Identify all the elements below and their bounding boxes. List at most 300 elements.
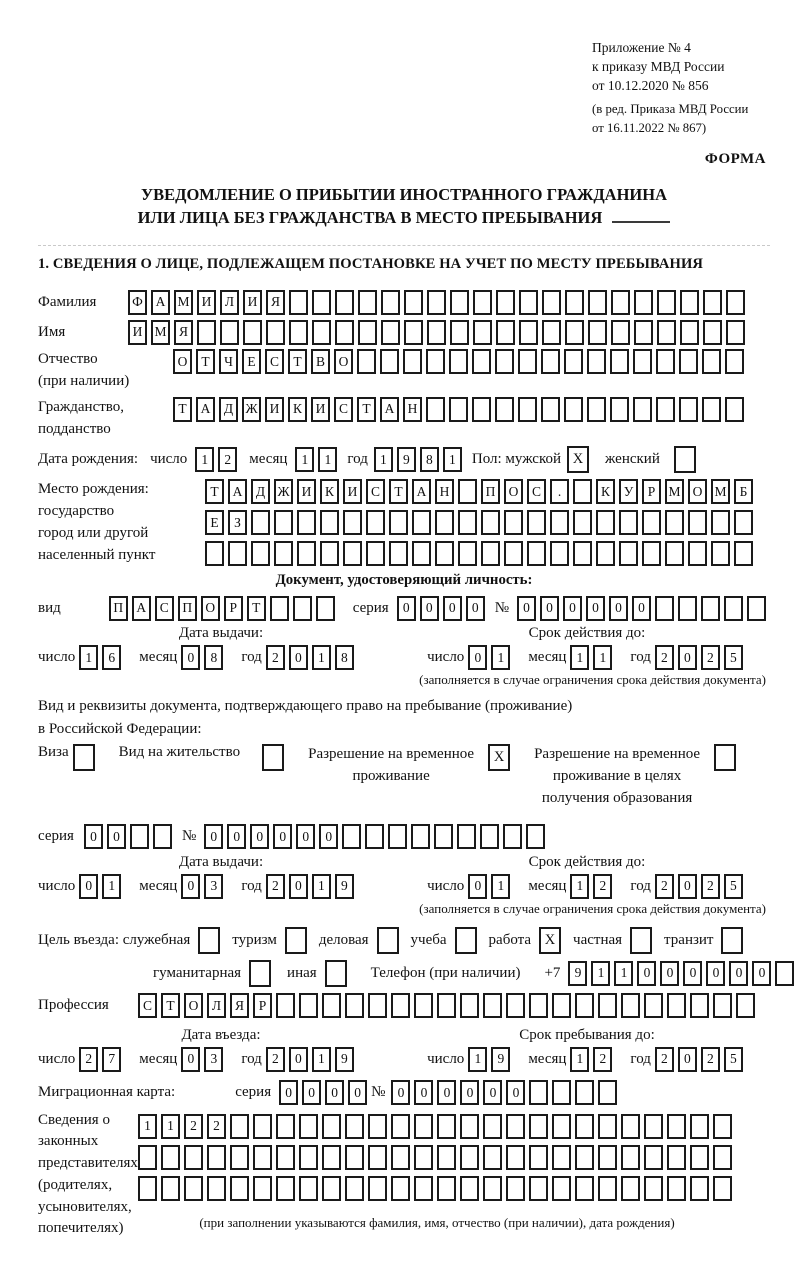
char-cell[interactable]: 0: [79, 874, 98, 899]
char-cell[interactable]: [621, 993, 640, 1018]
char-cell[interactable]: 9: [335, 874, 354, 899]
char-cell[interactable]: [483, 993, 502, 1018]
char-cell[interactable]: [473, 290, 492, 315]
char-cell[interactable]: [297, 541, 316, 566]
char-cell[interactable]: [503, 824, 522, 849]
char-cell[interactable]: [358, 290, 377, 315]
char-cell[interactable]: [552, 1080, 571, 1105]
char-cell[interactable]: 1: [591, 961, 610, 986]
char-cell[interactable]: [437, 993, 456, 1018]
char-cell[interactable]: [343, 541, 362, 566]
char-cell[interactable]: [343, 510, 362, 535]
char-cell[interactable]: [587, 349, 606, 374]
char-cell[interactable]: [435, 510, 454, 535]
char-cell[interactable]: И: [243, 290, 262, 315]
char-cell[interactable]: [345, 1114, 364, 1139]
char-cell[interactable]: 8: [335, 645, 354, 670]
char-cell[interactable]: Л: [207, 993, 226, 1018]
char-cell[interactable]: [656, 397, 675, 422]
char-cell[interactable]: О: [184, 993, 203, 1018]
char-cell[interactable]: [550, 510, 569, 535]
char-cell[interactable]: [506, 1176, 525, 1201]
char-cell[interactable]: 0: [204, 824, 223, 849]
char-cell[interactable]: 1: [195, 447, 214, 472]
char-cell[interactable]: П: [178, 596, 197, 621]
char-cell[interactable]: [552, 1145, 571, 1170]
char-cell[interactable]: 0: [391, 1080, 410, 1105]
char-cell[interactable]: 0: [752, 961, 771, 986]
char-cell[interactable]: [481, 541, 500, 566]
char-cell[interactable]: [251, 541, 270, 566]
char-cell[interactable]: 2: [655, 645, 674, 670]
char-cell[interactable]: [404, 290, 423, 315]
char-cell[interactable]: 1: [570, 1047, 589, 1072]
char-cell[interactable]: [621, 1176, 640, 1201]
char-cell[interactable]: [266, 320, 285, 345]
char-cell[interactable]: [611, 320, 630, 345]
char-cell[interactable]: [380, 349, 399, 374]
char-cell[interactable]: [276, 993, 295, 1018]
char-cell[interactable]: [506, 1145, 525, 1170]
char-cell[interactable]: 0: [678, 645, 697, 670]
char-cell[interactable]: А: [196, 397, 215, 422]
char-cell[interactable]: [598, 1176, 617, 1201]
char-cell[interactable]: [713, 1145, 732, 1170]
char-cell[interactable]: [711, 510, 730, 535]
char-cell[interactable]: А: [412, 479, 431, 504]
char-cell[interactable]: 8: [204, 645, 223, 670]
char-cell[interactable]: [688, 541, 707, 566]
char-cell[interactable]: [573, 541, 592, 566]
char-cell[interactable]: [495, 349, 514, 374]
char-cell[interactable]: 0: [302, 1080, 321, 1105]
char-cell[interactable]: Е: [242, 349, 261, 374]
char-cell[interactable]: [644, 1145, 663, 1170]
char-cell[interactable]: [575, 1114, 594, 1139]
char-cell[interactable]: О: [688, 479, 707, 504]
char-cell[interactable]: [391, 1176, 410, 1201]
char-cell[interactable]: С: [366, 479, 385, 504]
char-cell[interactable]: 0: [443, 596, 462, 621]
char-cell[interactable]: [481, 510, 500, 535]
char-cell[interactable]: [667, 993, 686, 1018]
char-cell[interactable]: 2: [79, 1047, 98, 1072]
char-cell[interactable]: [426, 349, 445, 374]
char-cell[interactable]: [472, 397, 491, 422]
char-cell[interactable]: 0: [319, 824, 338, 849]
char-cell[interactable]: [504, 510, 523, 535]
char-cell[interactable]: 0: [250, 824, 269, 849]
char-cell[interactable]: [335, 320, 354, 345]
char-cell[interactable]: [519, 290, 538, 315]
char-cell[interactable]: Р: [224, 596, 243, 621]
char-cell[interactable]: [289, 320, 308, 345]
char-cell[interactable]: [391, 1145, 410, 1170]
char-cell[interactable]: [437, 1145, 456, 1170]
char-cell[interactable]: 1: [614, 961, 633, 986]
char-cell[interactable]: [460, 1145, 479, 1170]
char-cell[interactable]: 0: [437, 1080, 456, 1105]
char-cell[interactable]: [690, 993, 709, 1018]
char-cell[interactable]: [529, 1080, 548, 1105]
char-cell[interactable]: [690, 1114, 709, 1139]
char-cell[interactable]: [703, 290, 722, 315]
char-cell[interactable]: [527, 510, 546, 535]
checkbox-other[interactable]: [325, 960, 347, 987]
char-cell[interactable]: [450, 290, 469, 315]
char-cell[interactable]: С: [138, 993, 157, 1018]
char-cell[interactable]: [411, 824, 430, 849]
char-cell[interactable]: [596, 541, 615, 566]
char-cell[interactable]: И: [343, 479, 362, 504]
checkbox-study[interactable]: [455, 927, 477, 954]
char-cell[interactable]: [458, 541, 477, 566]
char-cell[interactable]: [483, 1145, 502, 1170]
char-cell[interactable]: С: [265, 349, 284, 374]
char-cell[interactable]: В: [311, 349, 330, 374]
char-cell[interactable]: [138, 1176, 157, 1201]
char-cell[interactable]: [598, 1145, 617, 1170]
char-cell[interactable]: [289, 290, 308, 315]
char-cell[interactable]: Е: [205, 510, 224, 535]
char-cell[interactable]: [621, 1114, 640, 1139]
char-cell[interactable]: [588, 290, 607, 315]
char-cell[interactable]: М: [151, 320, 170, 345]
char-cell[interactable]: 0: [181, 874, 200, 899]
char-cell[interactable]: Л: [220, 290, 239, 315]
char-cell[interactable]: 1: [570, 645, 589, 670]
char-cell[interactable]: 1: [161, 1114, 180, 1139]
char-cell[interactable]: 1: [491, 874, 510, 899]
char-cell[interactable]: [368, 1114, 387, 1139]
char-cell[interactable]: 0: [468, 874, 487, 899]
char-cell[interactable]: Ж: [242, 397, 261, 422]
char-cell[interactable]: [473, 320, 492, 345]
char-cell[interactable]: [726, 290, 745, 315]
char-cell[interactable]: [529, 993, 548, 1018]
char-cell[interactable]: [342, 824, 361, 849]
char-cell[interactable]: Т: [357, 397, 376, 422]
checkbox-transit[interactable]: [721, 927, 743, 954]
char-cell[interactable]: [251, 510, 270, 535]
char-cell[interactable]: [412, 510, 431, 535]
char-cell[interactable]: 2: [593, 1047, 612, 1072]
char-cell[interactable]: [633, 349, 652, 374]
char-cell[interactable]: [345, 1145, 364, 1170]
char-cell[interactable]: [460, 993, 479, 1018]
char-cell[interactable]: 1: [102, 874, 121, 899]
char-cell[interactable]: Т: [389, 479, 408, 504]
char-cell[interactable]: [702, 397, 721, 422]
char-cell[interactable]: 0: [289, 645, 308, 670]
char-cell[interactable]: 8: [420, 447, 439, 472]
char-cell[interactable]: 2: [701, 874, 720, 899]
char-cell[interactable]: [472, 349, 491, 374]
char-cell[interactable]: 0: [517, 596, 536, 621]
char-cell[interactable]: [665, 541, 684, 566]
char-cell[interactable]: 0: [181, 645, 200, 670]
char-cell[interactable]: [253, 1145, 272, 1170]
char-cell[interactable]: Т: [196, 349, 215, 374]
char-cell[interactable]: 2: [207, 1114, 226, 1139]
char-cell[interactable]: [299, 1145, 318, 1170]
char-cell[interactable]: Д: [219, 397, 238, 422]
char-cell[interactable]: [434, 824, 453, 849]
char-cell[interactable]: [184, 1176, 203, 1201]
char-cell[interactable]: 6: [102, 645, 121, 670]
char-cell[interactable]: 0: [227, 824, 246, 849]
char-cell[interactable]: [381, 320, 400, 345]
char-cell[interactable]: [483, 1176, 502, 1201]
char-cell[interactable]: [667, 1176, 686, 1201]
char-cell[interactable]: [713, 1176, 732, 1201]
char-cell[interactable]: [483, 1114, 502, 1139]
char-cell[interactable]: [527, 541, 546, 566]
char-cell[interactable]: 0: [466, 596, 485, 621]
char-cell[interactable]: [644, 1114, 663, 1139]
char-cell[interactable]: [207, 1145, 226, 1170]
char-cell[interactable]: 0: [460, 1080, 479, 1105]
char-cell[interactable]: [230, 1176, 249, 1201]
char-cell[interactable]: 1: [593, 645, 612, 670]
char-cell[interactable]: [253, 1176, 272, 1201]
char-cell[interactable]: [702, 349, 721, 374]
char-cell[interactable]: [161, 1145, 180, 1170]
char-cell[interactable]: [404, 320, 423, 345]
char-cell[interactable]: [504, 541, 523, 566]
char-cell[interactable]: У: [619, 479, 638, 504]
char-cell[interactable]: [368, 1176, 387, 1201]
char-cell[interactable]: [414, 1176, 433, 1201]
char-cell[interactable]: [414, 1145, 433, 1170]
char-cell[interactable]: [734, 541, 753, 566]
char-cell[interactable]: 0: [414, 1080, 433, 1105]
char-cell[interactable]: [644, 993, 663, 1018]
char-cell[interactable]: [449, 397, 468, 422]
char-cell[interactable]: [426, 397, 445, 422]
char-cell[interactable]: [713, 1114, 732, 1139]
char-cell[interactable]: 0: [397, 596, 416, 621]
char-cell[interactable]: [736, 993, 755, 1018]
char-cell[interactable]: [690, 1145, 709, 1170]
char-cell[interactable]: [197, 320, 216, 345]
char-cell[interactable]: [619, 510, 638, 535]
char-cell[interactable]: [274, 541, 293, 566]
char-cell[interactable]: [541, 397, 560, 422]
char-cell[interactable]: Н: [435, 479, 454, 504]
char-cell[interactable]: 0: [107, 824, 126, 849]
char-cell[interactable]: [293, 596, 312, 621]
char-cell[interactable]: [703, 320, 722, 345]
char-cell[interactable]: [381, 290, 400, 315]
char-cell[interactable]: [596, 510, 615, 535]
char-cell[interactable]: 0: [273, 824, 292, 849]
char-cell[interactable]: [656, 349, 675, 374]
char-cell[interactable]: 3: [204, 874, 223, 899]
char-cell[interactable]: [565, 290, 584, 315]
char-cell[interactable]: 0: [706, 961, 725, 986]
char-cell[interactable]: [435, 541, 454, 566]
char-cell[interactable]: 2: [218, 447, 237, 472]
char-cell[interactable]: Я: [230, 993, 249, 1018]
char-cell[interactable]: 1: [79, 645, 98, 670]
char-cell[interactable]: [230, 1114, 249, 1139]
char-cell[interactable]: 0: [468, 645, 487, 670]
char-cell[interactable]: Р: [642, 479, 661, 504]
char-cell[interactable]: [657, 290, 676, 315]
char-cell[interactable]: [427, 290, 446, 315]
char-cell[interactable]: [243, 320, 262, 345]
char-cell[interactable]: 0: [678, 874, 697, 899]
char-cell[interactable]: 0: [609, 596, 628, 621]
char-cell[interactable]: [299, 993, 318, 1018]
char-cell[interactable]: 1: [295, 447, 314, 472]
char-cell[interactable]: З: [228, 510, 247, 535]
char-cell[interactable]: Б: [734, 479, 753, 504]
char-cell[interactable]: [437, 1176, 456, 1201]
char-cell[interactable]: [680, 320, 699, 345]
char-cell[interactable]: [518, 349, 537, 374]
char-cell[interactable]: [460, 1176, 479, 1201]
char-cell[interactable]: [412, 541, 431, 566]
char-cell[interactable]: 0: [729, 961, 748, 986]
char-cell[interactable]: [550, 541, 569, 566]
char-cell[interactable]: [588, 320, 607, 345]
char-cell[interactable]: [610, 349, 629, 374]
char-cell[interactable]: 2: [655, 1047, 674, 1072]
char-cell[interactable]: [449, 349, 468, 374]
char-cell[interactable]: 0: [279, 1080, 298, 1105]
checkbox-female[interactable]: [674, 446, 696, 473]
char-cell[interactable]: [153, 824, 172, 849]
char-cell[interactable]: [403, 349, 422, 374]
checkbox-private[interactable]: [630, 927, 652, 954]
char-cell[interactable]: С: [155, 596, 174, 621]
char-cell[interactable]: 0: [563, 596, 582, 621]
char-cell[interactable]: [161, 1176, 180, 1201]
char-cell[interactable]: 0: [540, 596, 559, 621]
char-cell[interactable]: 5: [724, 1047, 743, 1072]
char-cell[interactable]: [297, 510, 316, 535]
char-cell[interactable]: [519, 320, 538, 345]
char-cell[interactable]: [253, 1114, 272, 1139]
char-cell[interactable]: [529, 1145, 548, 1170]
char-cell[interactable]: Ж: [274, 479, 293, 504]
char-cell[interactable]: 2: [266, 1047, 285, 1072]
char-cell[interactable]: О: [504, 479, 523, 504]
checkbox-business[interactable]: [377, 927, 399, 954]
char-cell[interactable]: [747, 596, 766, 621]
char-cell[interactable]: [564, 349, 583, 374]
char-cell[interactable]: [366, 541, 385, 566]
char-cell[interactable]: [713, 993, 732, 1018]
char-cell[interactable]: [690, 1176, 709, 1201]
char-cell[interactable]: Я: [174, 320, 193, 345]
char-cell[interactable]: [644, 1176, 663, 1201]
char-cell[interactable]: [734, 510, 753, 535]
char-cell[interactable]: 2: [655, 874, 674, 899]
checkbox-work[interactable]: X: [539, 927, 561, 954]
char-cell[interactable]: [529, 1176, 548, 1201]
char-cell[interactable]: [573, 510, 592, 535]
checkbox-humanitarian[interactable]: [249, 960, 271, 987]
char-cell[interactable]: [680, 290, 699, 315]
char-cell[interactable]: [389, 541, 408, 566]
char-cell[interactable]: [633, 397, 652, 422]
char-cell[interactable]: 1: [312, 1047, 331, 1072]
char-cell[interactable]: М: [174, 290, 193, 315]
char-cell[interactable]: [458, 510, 477, 535]
char-cell[interactable]: Ф: [128, 290, 147, 315]
char-cell[interactable]: 0: [296, 824, 315, 849]
char-cell[interactable]: [335, 290, 354, 315]
char-cell[interactable]: [542, 290, 561, 315]
char-cell[interactable]: [495, 397, 514, 422]
char-cell[interactable]: С: [527, 479, 546, 504]
char-cell[interactable]: 0: [325, 1080, 344, 1105]
char-cell[interactable]: Т: [173, 397, 192, 422]
char-cell[interactable]: И: [311, 397, 330, 422]
char-cell[interactable]: И: [265, 397, 284, 422]
char-cell[interactable]: 2: [701, 645, 720, 670]
char-cell[interactable]: 1: [443, 447, 462, 472]
char-cell[interactable]: [274, 510, 293, 535]
char-cell[interactable]: [552, 993, 571, 1018]
char-cell[interactable]: [688, 510, 707, 535]
char-cell[interactable]: 0: [348, 1080, 367, 1105]
char-cell[interactable]: 0: [289, 874, 308, 899]
char-cell[interactable]: 1: [312, 645, 331, 670]
char-cell[interactable]: [679, 349, 698, 374]
char-cell[interactable]: [634, 320, 653, 345]
char-cell[interactable]: 0: [289, 1047, 308, 1072]
char-cell[interactable]: Я: [266, 290, 285, 315]
char-cell[interactable]: [575, 1145, 594, 1170]
char-cell[interactable]: 1: [312, 874, 331, 899]
char-cell[interactable]: [506, 1114, 525, 1139]
char-cell[interactable]: И: [197, 290, 216, 315]
char-cell[interactable]: 0: [483, 1080, 502, 1105]
char-cell[interactable]: [619, 541, 638, 566]
char-cell[interactable]: [320, 541, 339, 566]
char-cell[interactable]: [345, 1176, 364, 1201]
char-cell[interactable]: [598, 993, 617, 1018]
char-cell[interactable]: [460, 1114, 479, 1139]
char-cell[interactable]: Т: [161, 993, 180, 1018]
char-cell[interactable]: [312, 320, 331, 345]
char-cell[interactable]: [480, 824, 499, 849]
char-cell[interactable]: [665, 510, 684, 535]
char-cell[interactable]: [552, 1114, 571, 1139]
char-cell[interactable]: А: [151, 290, 170, 315]
char-cell[interactable]: 0: [506, 1080, 525, 1105]
char-cell[interactable]: [130, 824, 149, 849]
char-cell[interactable]: [587, 397, 606, 422]
char-cell[interactable]: [642, 510, 661, 535]
checkbox-temp-residence[interactable]: X: [488, 744, 510, 771]
char-cell[interactable]: [184, 1145, 203, 1170]
char-cell[interactable]: Н: [403, 397, 422, 422]
char-cell[interactable]: А: [228, 479, 247, 504]
char-cell[interactable]: 3: [204, 1047, 223, 1072]
char-cell[interactable]: [678, 596, 697, 621]
char-cell[interactable]: [701, 596, 720, 621]
char-cell[interactable]: [427, 320, 446, 345]
char-cell[interactable]: [357, 349, 376, 374]
checkbox-temp-residence-edu[interactable]: [714, 744, 736, 771]
checkbox-tourism[interactable]: [285, 927, 307, 954]
char-cell[interactable]: [634, 290, 653, 315]
